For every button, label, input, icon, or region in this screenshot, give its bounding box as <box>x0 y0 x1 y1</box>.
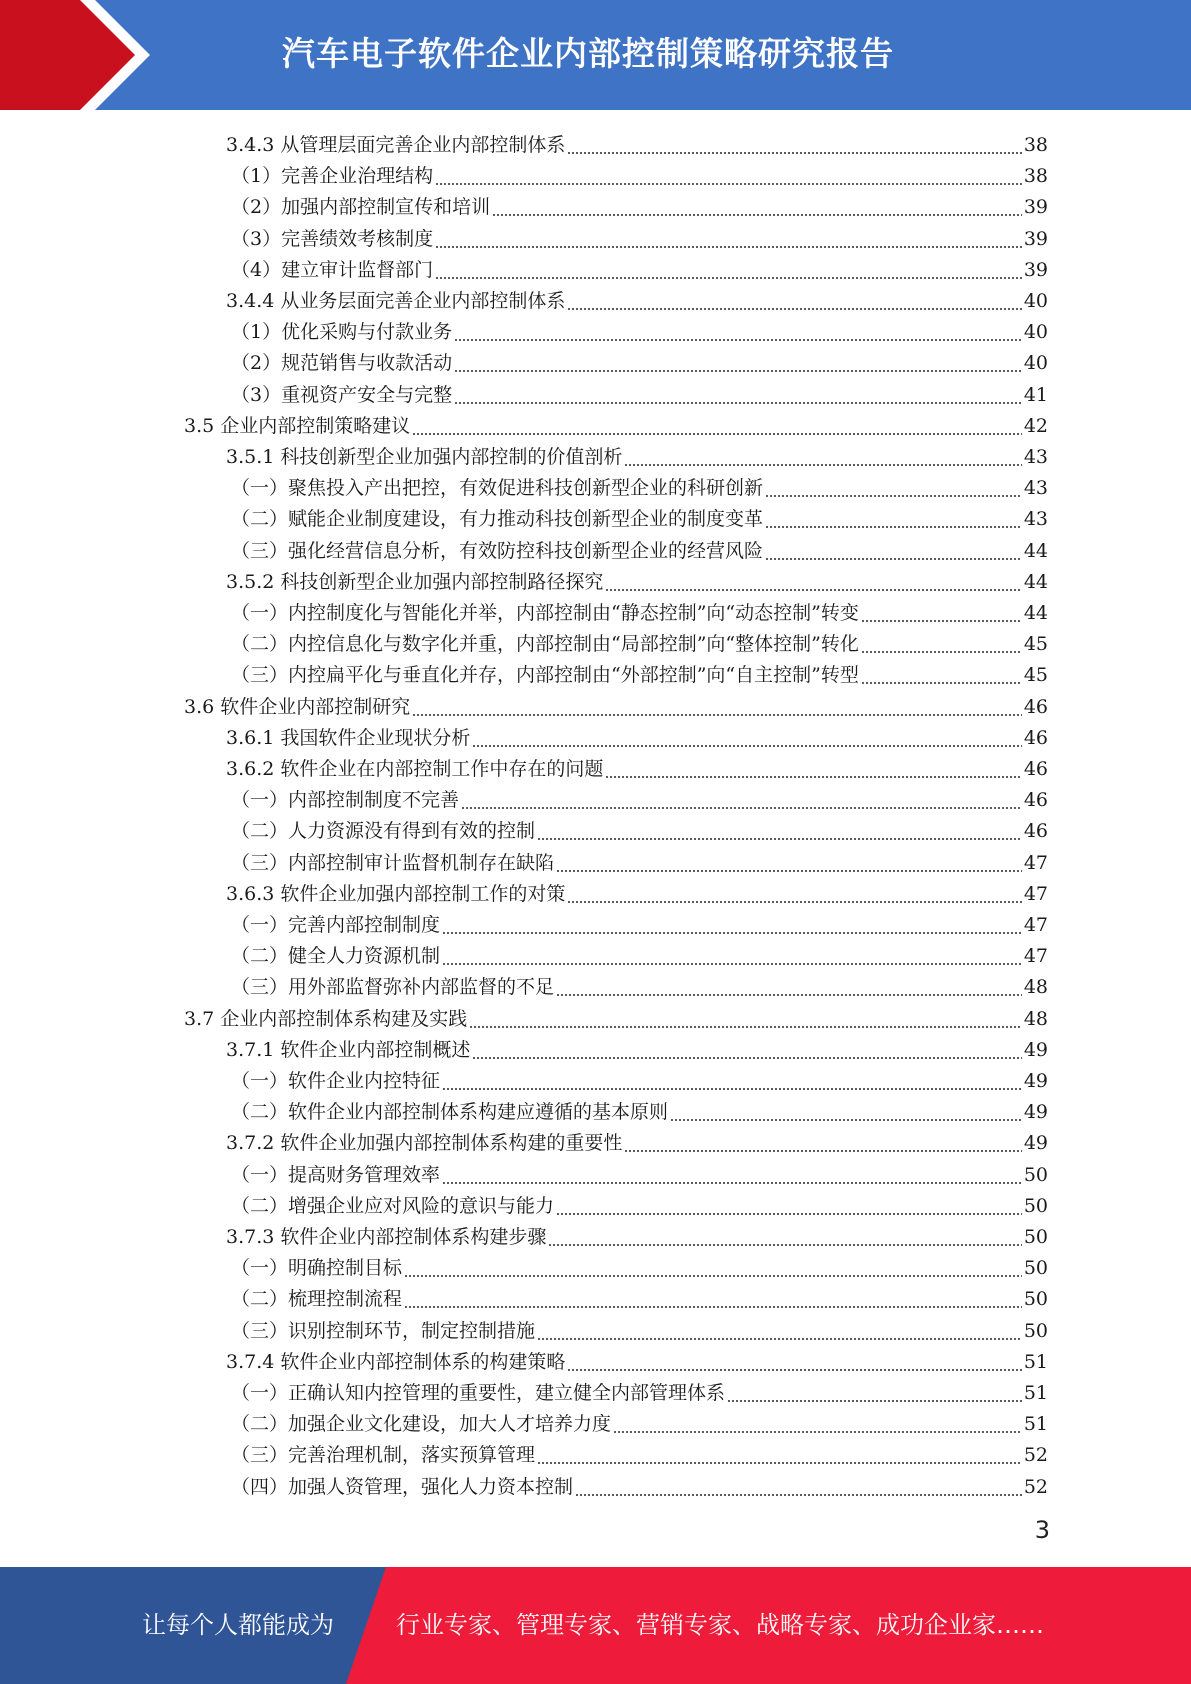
toc-entry-label: 3.6 软件企业内部控制研究 <box>184 695 411 718</box>
toc-entry-label: （三）强化经营信息分析，有效防控科技创新型企业的经营风险 <box>231 539 764 562</box>
toc-entry[interactable] <box>184 688 1048 719</box>
toc-entry-page: 50 <box>1023 1257 1048 1280</box>
toc-entry[interactable] <box>226 719 1048 750</box>
toc-dot-leader <box>556 850 1022 874</box>
toc-entry-page: 38 <box>1023 165 1048 188</box>
toc-entry[interactable] <box>226 126 1048 157</box>
toc-entry[interactable] <box>231 1156 1048 1187</box>
toc-dot-leader <box>442 943 1022 967</box>
toc-dot-leader <box>442 1068 1022 1092</box>
toc-entry-label: （一）正确认知内控管理的重要性，建立健全内部管理体系 <box>231 1382 726 1404</box>
toc-entry[interactable] <box>231 968 1048 999</box>
toc-dot-leader <box>567 132 1021 156</box>
toc-entry-label: 3.5.2 科技创新型企业加强内部控制路径探究 <box>226 570 604 593</box>
toc-dot-leader <box>765 538 1022 562</box>
toc-dot-leader <box>605 569 1021 593</box>
toc-entry[interactable] <box>231 594 1048 625</box>
toc-dot-leader <box>567 881 1021 905</box>
toc-entry-label: （一）明确控制目标 <box>231 1257 403 1280</box>
toc-entry[interactable] <box>231 656 1048 687</box>
toc-dot-leader <box>861 662 1022 686</box>
toc-dot-leader <box>567 1349 1021 1373</box>
toc-dot-leader <box>537 1442 1022 1466</box>
toc-entry[interactable] <box>231 812 1048 843</box>
toc-entry-page: 51 <box>1023 1413 1048 1436</box>
toc-dot-leader <box>613 1411 1022 1435</box>
toc-entry-page: 49 <box>1023 1038 1048 1061</box>
toc-dot-leader <box>454 319 1022 343</box>
toc-entry-label: （一）完善内部控制制度 <box>231 914 441 936</box>
footer-slogan-right: 行业专家、管理专家、营销专家、战略专家、成功企业家…… <box>396 1611 1044 1639</box>
toc-entry-page: 46 <box>1023 789 1048 812</box>
toc-entry[interactable] <box>231 1468 1048 1499</box>
toc-entry-label: （4）建立审计监督部门 <box>231 258 434 281</box>
toc-entry-page: 38 <box>1023 134 1048 156</box>
toc-entry-page: 40 <box>1023 352 1048 375</box>
toc-entry-label: 3.7 企业内部控制体系构建及实践 <box>184 1007 468 1030</box>
toc-entry-page: 45 <box>1023 664 1048 687</box>
toc-entry-page: 44 <box>1023 539 1048 562</box>
toc-dot-leader <box>624 444 1021 468</box>
toc-entry-page: 46 <box>1023 695 1048 718</box>
toc-entry-label: （1）完善企业治理结构 <box>231 165 434 188</box>
toc-entry-label: （2）加强内部控制宣传和培训 <box>231 196 491 219</box>
toc-entry-page: 50 <box>1023 1319 1048 1342</box>
toc-entry-page: 45 <box>1023 633 1048 656</box>
toc-entry-page: 50 <box>1023 1194 1048 1217</box>
toc-entry-label: （二）软件企业内部控制体系构建应遵循的基本原则 <box>231 1101 669 1124</box>
toc-entry-label: 3.7.2 软件企业加强内部控制体系构建的重要性 <box>226 1132 623 1155</box>
toc-dot-leader <box>537 1318 1022 1342</box>
toc-entry-label: 3.6.3 软件企业加强内部控制工作的对策 <box>226 882 566 905</box>
header-chevron-accent <box>0 0 160 110</box>
toc-entry-page: 39 <box>1023 227 1048 250</box>
toc-entry[interactable] <box>231 1249 1048 1280</box>
toc-dot-leader <box>472 1037 1021 1061</box>
toc-entry[interactable] <box>231 188 1048 219</box>
toc-entry-page: 43 <box>1023 477 1048 500</box>
toc-dot-leader <box>435 226 1022 250</box>
toc-entry-label: （二）赋能企业制度建设，有力推动科技创新型企业的制度变革 <box>231 508 764 531</box>
toc-dot-leader <box>442 912 1022 936</box>
toc-entry-label: （三）内控扁平化与垂直化并存，内部控制由“外部控制”向“自主控制”转型 <box>231 664 859 687</box>
toc-dot-leader <box>404 1286 1022 1310</box>
toc-entry[interactable] <box>231 1187 1048 1218</box>
page-number: 3 <box>1034 1516 1050 1544</box>
toc-entry-page: 49 <box>1023 1132 1048 1155</box>
toc-dot-leader <box>454 382 1022 406</box>
toc-entry[interactable] <box>231 1405 1048 1436</box>
toc-entry-label: （二）内控信息化与数字化并重，内部控制由“局部控制”向“整体控制”转化 <box>231 633 859 656</box>
toc-entry-page: 48 <box>1023 976 1048 999</box>
toc-entry-label: （一）内控制度化与智能化并举，内部控制由“静态控制”向“动态控制”转变 <box>231 602 859 624</box>
toc-entry[interactable] <box>231 1374 1048 1405</box>
toc-dot-leader <box>548 1224 1021 1248</box>
toc-dot-leader <box>469 1006 1022 1030</box>
toc-dot-leader <box>454 350 1022 374</box>
toc-dot-leader <box>727 1380 1022 1404</box>
toc-entry-label: （一）聚焦投入产出把控，有效促进科技创新型企业的科研创新 <box>231 477 764 500</box>
document-title: 汽车电子软件企业内部控制策略研究报告 <box>282 34 894 73</box>
toc-entry[interactable] <box>226 750 1048 781</box>
toc-entry-page: 49 <box>1023 1070 1048 1092</box>
toc-dot-leader <box>556 1193 1022 1217</box>
toc-entry-label: 3.7.1 软件企业内部控制概述 <box>226 1038 471 1061</box>
toc-entry-page: 42 <box>1023 414 1048 437</box>
toc-entry-page: 47 <box>1023 914 1048 936</box>
toc-entry-label: 3.7.4 软件企业内部控制体系的构建策略 <box>226 1350 566 1373</box>
toc-entry[interactable] <box>231 1312 1048 1343</box>
toc-entry-page: 49 <box>1023 1101 1048 1124</box>
toc-entry-label: （三）用外部监督弥补内部监督的不足 <box>231 976 555 999</box>
toc-entry-page: 39 <box>1023 258 1048 281</box>
toc-entry-label: （三）完善治理机制，落实预算管理 <box>231 1444 536 1467</box>
toc-dot-leader <box>556 974 1022 998</box>
toc-entry-label: （二）健全人力资源机制 <box>231 945 441 968</box>
toc-entry[interactable] <box>226 1218 1048 1249</box>
footer-slogan-left: 让每个人都能成为 <box>142 1611 334 1639</box>
toc-entry-label: （二）人力资源没有得到有效的控制 <box>231 820 536 843</box>
toc-entry[interactable] <box>231 313 1048 344</box>
toc-dot-leader <box>765 475 1022 499</box>
toc-entry-page: 43 <box>1023 446 1048 468</box>
toc-dot-leader <box>605 756 1021 780</box>
toc-dot-leader <box>492 194 1022 218</box>
toc-entry-page: 44 <box>1023 570 1048 593</box>
toc-entry-label: （2）规范销售与收款活动 <box>231 352 453 375</box>
toc-entry-label: 3.6.2 软件企业在内部控制工作中存在的问题 <box>226 758 604 780</box>
toc-entry-page: 51 <box>1023 1382 1048 1404</box>
toc-entry[interactable] <box>184 407 1048 438</box>
toc-entry-label: （1）优化采购与付款业务 <box>231 321 453 344</box>
toc-entry[interactable] <box>231 1093 1048 1124</box>
toc-entry-label: （一）内部控制制度不完善 <box>231 789 460 812</box>
toc-entry-page: 47 <box>1023 882 1048 905</box>
toc-dot-leader <box>435 163 1022 187</box>
toc-dot-leader <box>575 1474 1022 1498</box>
toc-entry-label: （二）梳理控制流程 <box>231 1288 403 1311</box>
toc-entry-page: 50 <box>1023 1163 1048 1186</box>
page-header <box>0 0 1191 110</box>
toc-entry[interactable] <box>231 469 1048 500</box>
toc-entry-page: 46 <box>1023 820 1048 843</box>
toc-entry-label: （四）加强人资管理，强化人力资本控制 <box>231 1475 574 1498</box>
toc-entry[interactable] <box>231 625 1048 656</box>
toc-entry[interactable] <box>231 1280 1048 1311</box>
toc-dot-leader <box>412 694 1022 718</box>
toc-entry-page: 52 <box>1023 1475 1048 1498</box>
toc-entry-page: 40 <box>1023 321 1048 344</box>
toc-dot-leader <box>435 257 1022 281</box>
toc-entry-label: （二）加强企业文化建设，加大人才培养力度 <box>231 1413 612 1436</box>
toc-dot-leader <box>861 600 1022 624</box>
toc-entry[interactable] <box>231 781 1048 812</box>
toc-entry-label: 3.6.1 我国软件企业现状分析 <box>226 726 471 749</box>
toc-entry-page: 52 <box>1023 1444 1048 1467</box>
toc-entry-page: 48 <box>1023 1007 1048 1030</box>
toc-dot-leader <box>765 506 1022 530</box>
toc-entry-page: 47 <box>1023 851 1048 874</box>
toc-entry[interactable] <box>231 251 1048 282</box>
toc-entry[interactable] <box>231 844 1048 875</box>
toc-entry[interactable] <box>231 1436 1048 1467</box>
toc-entry[interactable] <box>231 157 1048 188</box>
toc-entry-label: 3.5.1 科技创新型企业加强内部控制的价值剖析 <box>226 446 623 468</box>
toc-entry-page: 51 <box>1023 1350 1048 1373</box>
toc-entry[interactable] <box>226 875 1048 906</box>
page-footer <box>0 1567 1191 1684</box>
toc-dot-leader <box>442 1162 1022 1186</box>
toc-entry-page: 43 <box>1023 508 1048 531</box>
toc-entry-label: 3.4.4 从业务层面完善企业内部控制体系 <box>226 290 566 312</box>
toc-entry[interactable] <box>231 937 1048 968</box>
toc-entry[interactable] <box>226 1031 1048 1062</box>
toc-dot-leader <box>537 818 1022 842</box>
toc-dot-leader <box>624 1130 1021 1154</box>
toc-entry[interactable] <box>184 1000 1048 1031</box>
toc-entry-label: （3）重视资产安全与完整 <box>231 383 453 406</box>
toc-entry-page: 46 <box>1023 758 1048 780</box>
toc-entry-label: （三）内部控制审计监督机制存在缺陷 <box>231 851 555 874</box>
toc-entry[interactable] <box>226 1124 1048 1155</box>
toc-entry-page: 50 <box>1023 1288 1048 1311</box>
toc-entry[interactable] <box>226 282 1048 313</box>
toc-entry[interactable] <box>231 220 1048 251</box>
toc-dot-leader <box>670 1099 1022 1123</box>
toc-entry[interactable] <box>226 563 1048 594</box>
toc-entry-page: 40 <box>1023 290 1048 312</box>
toc-dot-leader <box>861 631 1022 655</box>
toc-entry-label: （一）提高财务管理效率 <box>231 1163 441 1186</box>
toc-entry[interactable] <box>226 438 1048 469</box>
toc-entry[interactable] <box>231 906 1048 937</box>
toc-dot-leader <box>472 725 1021 749</box>
toc-entry-label: 3.7.3 软件企业内部控制体系构建步骤 <box>226 1226 547 1248</box>
toc-entry-label: （二）增强企业应对风险的意识与能力 <box>231 1194 555 1217</box>
toc-entry[interactable] <box>231 1062 1048 1093</box>
toc-dot-leader <box>567 288 1021 312</box>
toc-dot-leader <box>404 1255 1022 1279</box>
toc-entry[interactable] <box>231 500 1048 531</box>
toc-entry-page: 46 <box>1023 726 1048 749</box>
toc-entry[interactable] <box>231 532 1048 563</box>
toc-entry[interactable] <box>231 376 1048 407</box>
toc-dot-leader <box>461 787 1022 811</box>
toc-entry-label: （一）软件企业内控特征 <box>231 1070 441 1092</box>
toc-entry-page: 41 <box>1023 383 1048 406</box>
toc-entry-label: 3.5 企业内部控制策略建议 <box>184 414 411 437</box>
toc-entry-label: （三）识别控制环节，制定控制措施 <box>231 1319 536 1342</box>
toc-entry-label: 3.4.3 从管理层面完善企业内部控制体系 <box>226 134 566 156</box>
toc-dot-leader <box>412 413 1022 437</box>
toc-entry[interactable] <box>226 1343 1048 1374</box>
toc-entry-page: 47 <box>1023 945 1048 968</box>
toc-entry-page: 44 <box>1023 602 1048 624</box>
toc-entry-page: 50 <box>1023 1226 1048 1248</box>
toc-entry-label: （3）完善绩效考核制度 <box>231 227 434 250</box>
toc-entry[interactable] <box>231 344 1048 375</box>
toc-entry-page: 39 <box>1023 196 1048 219</box>
